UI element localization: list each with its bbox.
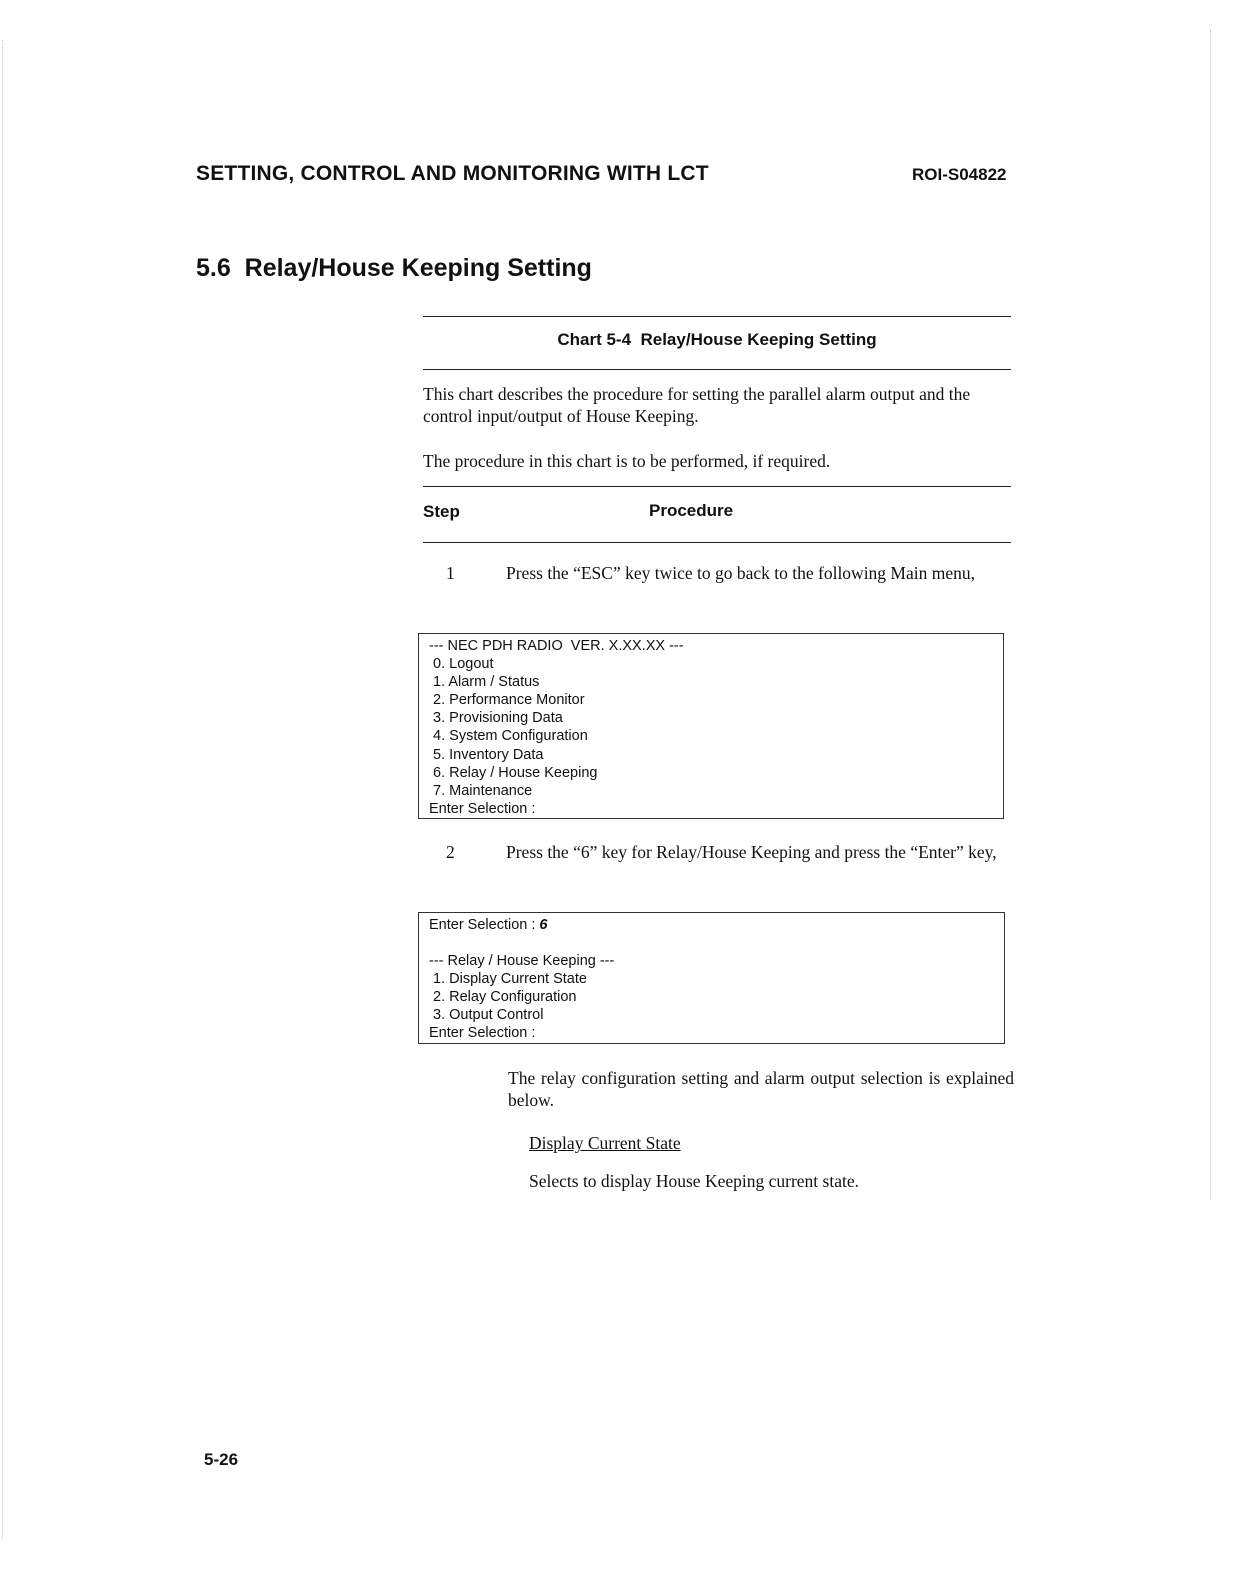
intro-paragraph-1: This chart describes the procedure for setting the parallel alarm output and the control input/output of House Keeping. — [423, 384, 971, 426]
step-column-header: Step — [423, 502, 460, 521]
selection-prompt: Enter Selection : — [429, 800, 536, 817]
document-id: ROI-S04822 — [912, 165, 1007, 184]
menu-item-maintenance: 7. Maintenance — [429, 782, 533, 799]
menu-item-relay-house-keeping: 6. Relay / House Keeping — [429, 764, 598, 781]
menu-item-alarm-status: 1. Alarm / Status — [429, 674, 540, 691]
running-header: SETTING, CONTROL AND MONITORING WITH LCT — [196, 162, 709, 185]
step-number: 1 — [446, 563, 455, 583]
scan-margin-right — [1210, 30, 1211, 1200]
table-header-bottom-rule — [423, 542, 1011, 543]
menu-item-provisioning-data: 3. Provisioning Data — [429, 710, 563, 727]
menu-item-performance-monitor: 2. Performance Monitor — [429, 692, 585, 709]
screen-title: --- Relay / House Keeping --- — [429, 953, 615, 970]
entered-selection — [429, 916, 994, 934]
menu-item-output-control: 3. Output Control — [429, 1007, 544, 1024]
menu-item-display-current-state: 1. Display Current State — [429, 971, 587, 988]
entered-value: 6 — [539, 917, 548, 933]
relay-menu-screen — [418, 912, 1005, 1044]
menu-item-logout: 0. Logout — [429, 656, 494, 673]
chart-title-rule — [423, 369, 1011, 370]
step-text: Press the “ESC” key twice to go back to the following Main menu, — [506, 563, 976, 583]
section-title: 5.6 Relay/House Keeping Setting — [196, 254, 592, 282]
selection-prompt: Enter Selection : — [429, 1025, 536, 1042]
chart-top-rule — [423, 316, 1011, 317]
subsection-heading: Display Current State — [529, 1133, 681, 1153]
blank-line — [429, 934, 994, 952]
selection-prompt-label: Enter Selection : — [429, 917, 540, 933]
subsection-description: Selects to display House Keeping current state. — [529, 1171, 859, 1191]
screen-title: --- NEC PDH RADIO VER. X.XX.XX --- — [429, 638, 684, 654]
chart-title: Chart 5-4 Relay/House Keeping Setting — [557, 330, 877, 349]
menu-item-inventory-data: 5. Inventory Data — [429, 746, 544, 763]
intro-paragraph-2: The procedure in this chart is to be performed, if required. — [423, 451, 831, 471]
main-menu-screen — [418, 633, 1004, 819]
menu-item-system-configuration: 4. System Configuration — [429, 728, 588, 745]
scan-margin-left — [2, 40, 3, 1540]
procedure-column-header: Procedure — [649, 501, 734, 520]
menu-item-relay-configuration: 2. Relay Configuration — [429, 989, 577, 1006]
explanation-text: The relay configuration setting and alarm output selection is explained below. — [508, 1068, 1014, 1110]
step-text: Press the “6” key for Relay/House Keeping and press the “Enter” key, — [506, 842, 997, 862]
page-number: 5-26 — [204, 1450, 239, 1469]
table-header-top-rule — [423, 486, 1011, 487]
step-number: 2 — [446, 842, 455, 862]
